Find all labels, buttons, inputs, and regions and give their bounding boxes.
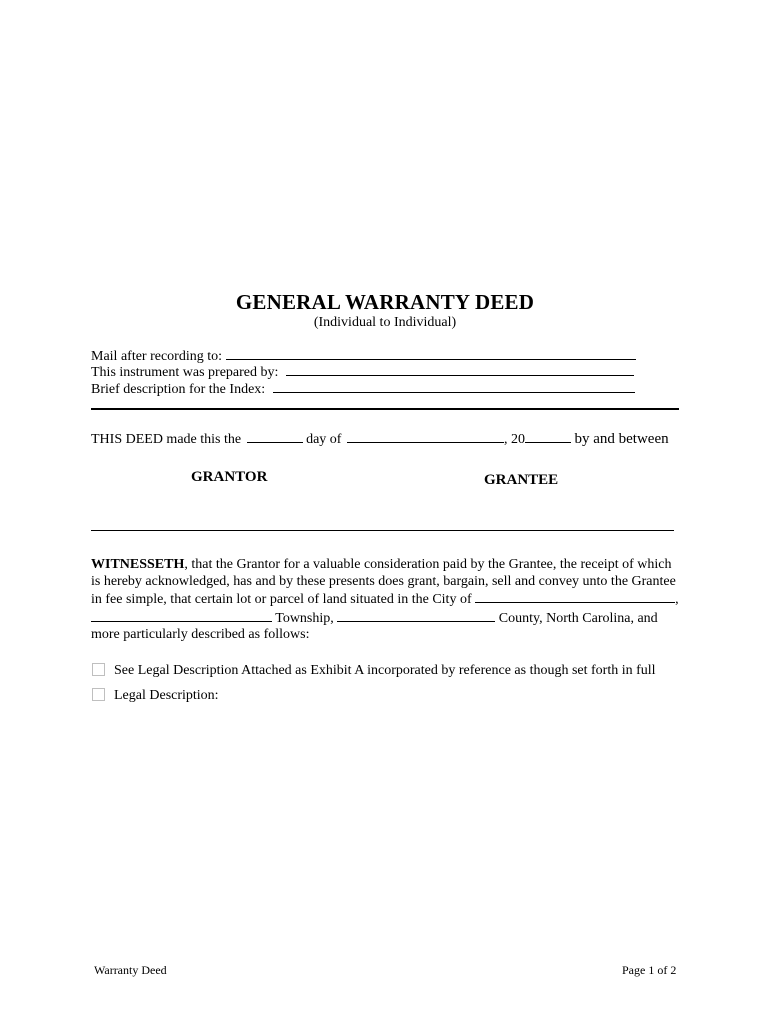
prepared-by-field[interactable] (286, 363, 634, 376)
prepared-by-row (91, 363, 634, 381)
deed-day-of-label: day of (306, 432, 342, 447)
witnesseth-line-4: Township, County, North Carolina, and (91, 609, 681, 628)
footer-left: Warranty Deed (94, 963, 167, 977)
grantor-heading: GRANTOR (191, 469, 268, 485)
brief-description-row (91, 380, 635, 398)
document-title: GENERAL WARRANTY DEED (235, 290, 535, 314)
mail-after-recording-label: Mail after recording to: (91, 349, 223, 364)
exhibit-a-checkbox[interactable] (92, 663, 105, 676)
deed-date-row (91, 430, 669, 448)
mail-after-recording-field[interactable] (226, 347, 636, 360)
legal-description-checkbox[interactable] (92, 688, 105, 701)
exhibit-a-label: See Legal Description Attached as Exhibit A incorporated by reference as though set forth in full (114, 663, 656, 678)
parties-divider (91, 530, 674, 531)
deed-month-field[interactable] (347, 430, 504, 443)
witnesseth-line-2: is hereby acknowledged, has and by these presents does grant, bargain, sell and convey unto the Grantee (91, 573, 676, 589)
deed-year-field[interactable] (525, 430, 571, 443)
header-divider (91, 408, 679, 410)
brief-description-field[interactable] (273, 380, 635, 393)
witnesseth-line-1: WITNESSETH, that the Grantor for a valuable consideration paid by the Grantee, the receipt of which (91, 557, 672, 572)
witnesseth-line-5: more particularly described as follows: (91, 627, 310, 642)
deed-day-field[interactable] (247, 430, 303, 443)
brief-description-label: Brief description for the Index: (91, 382, 266, 397)
township-field[interactable] (91, 609, 272, 622)
witnesseth-line-3: in fee simple, that certain lot or parcel of land situated in the City of , (91, 592, 679, 607)
deed-prefix-label: THIS DEED made this the (91, 432, 242, 447)
document-subtitle: (Individual to Individual) (313, 315, 457, 330)
legal-description-label: Legal Description: (114, 688, 219, 703)
witnesseth-paragraph (91, 557, 681, 644)
by-and-between-label: by and between (574, 431, 669, 447)
city-field[interactable] (475, 590, 675, 603)
footer-page-number: Page 1 of 2 (622, 963, 677, 977)
deed-year-prefix-label: , 20 (503, 432, 525, 447)
county-field[interactable] (337, 609, 495, 622)
prepared-by-label: This instrument was prepared by: (91, 365, 279, 380)
witnesseth-bold: WITNESSETH (91, 557, 185, 572)
grantee-heading: GRANTEE (484, 472, 559, 488)
